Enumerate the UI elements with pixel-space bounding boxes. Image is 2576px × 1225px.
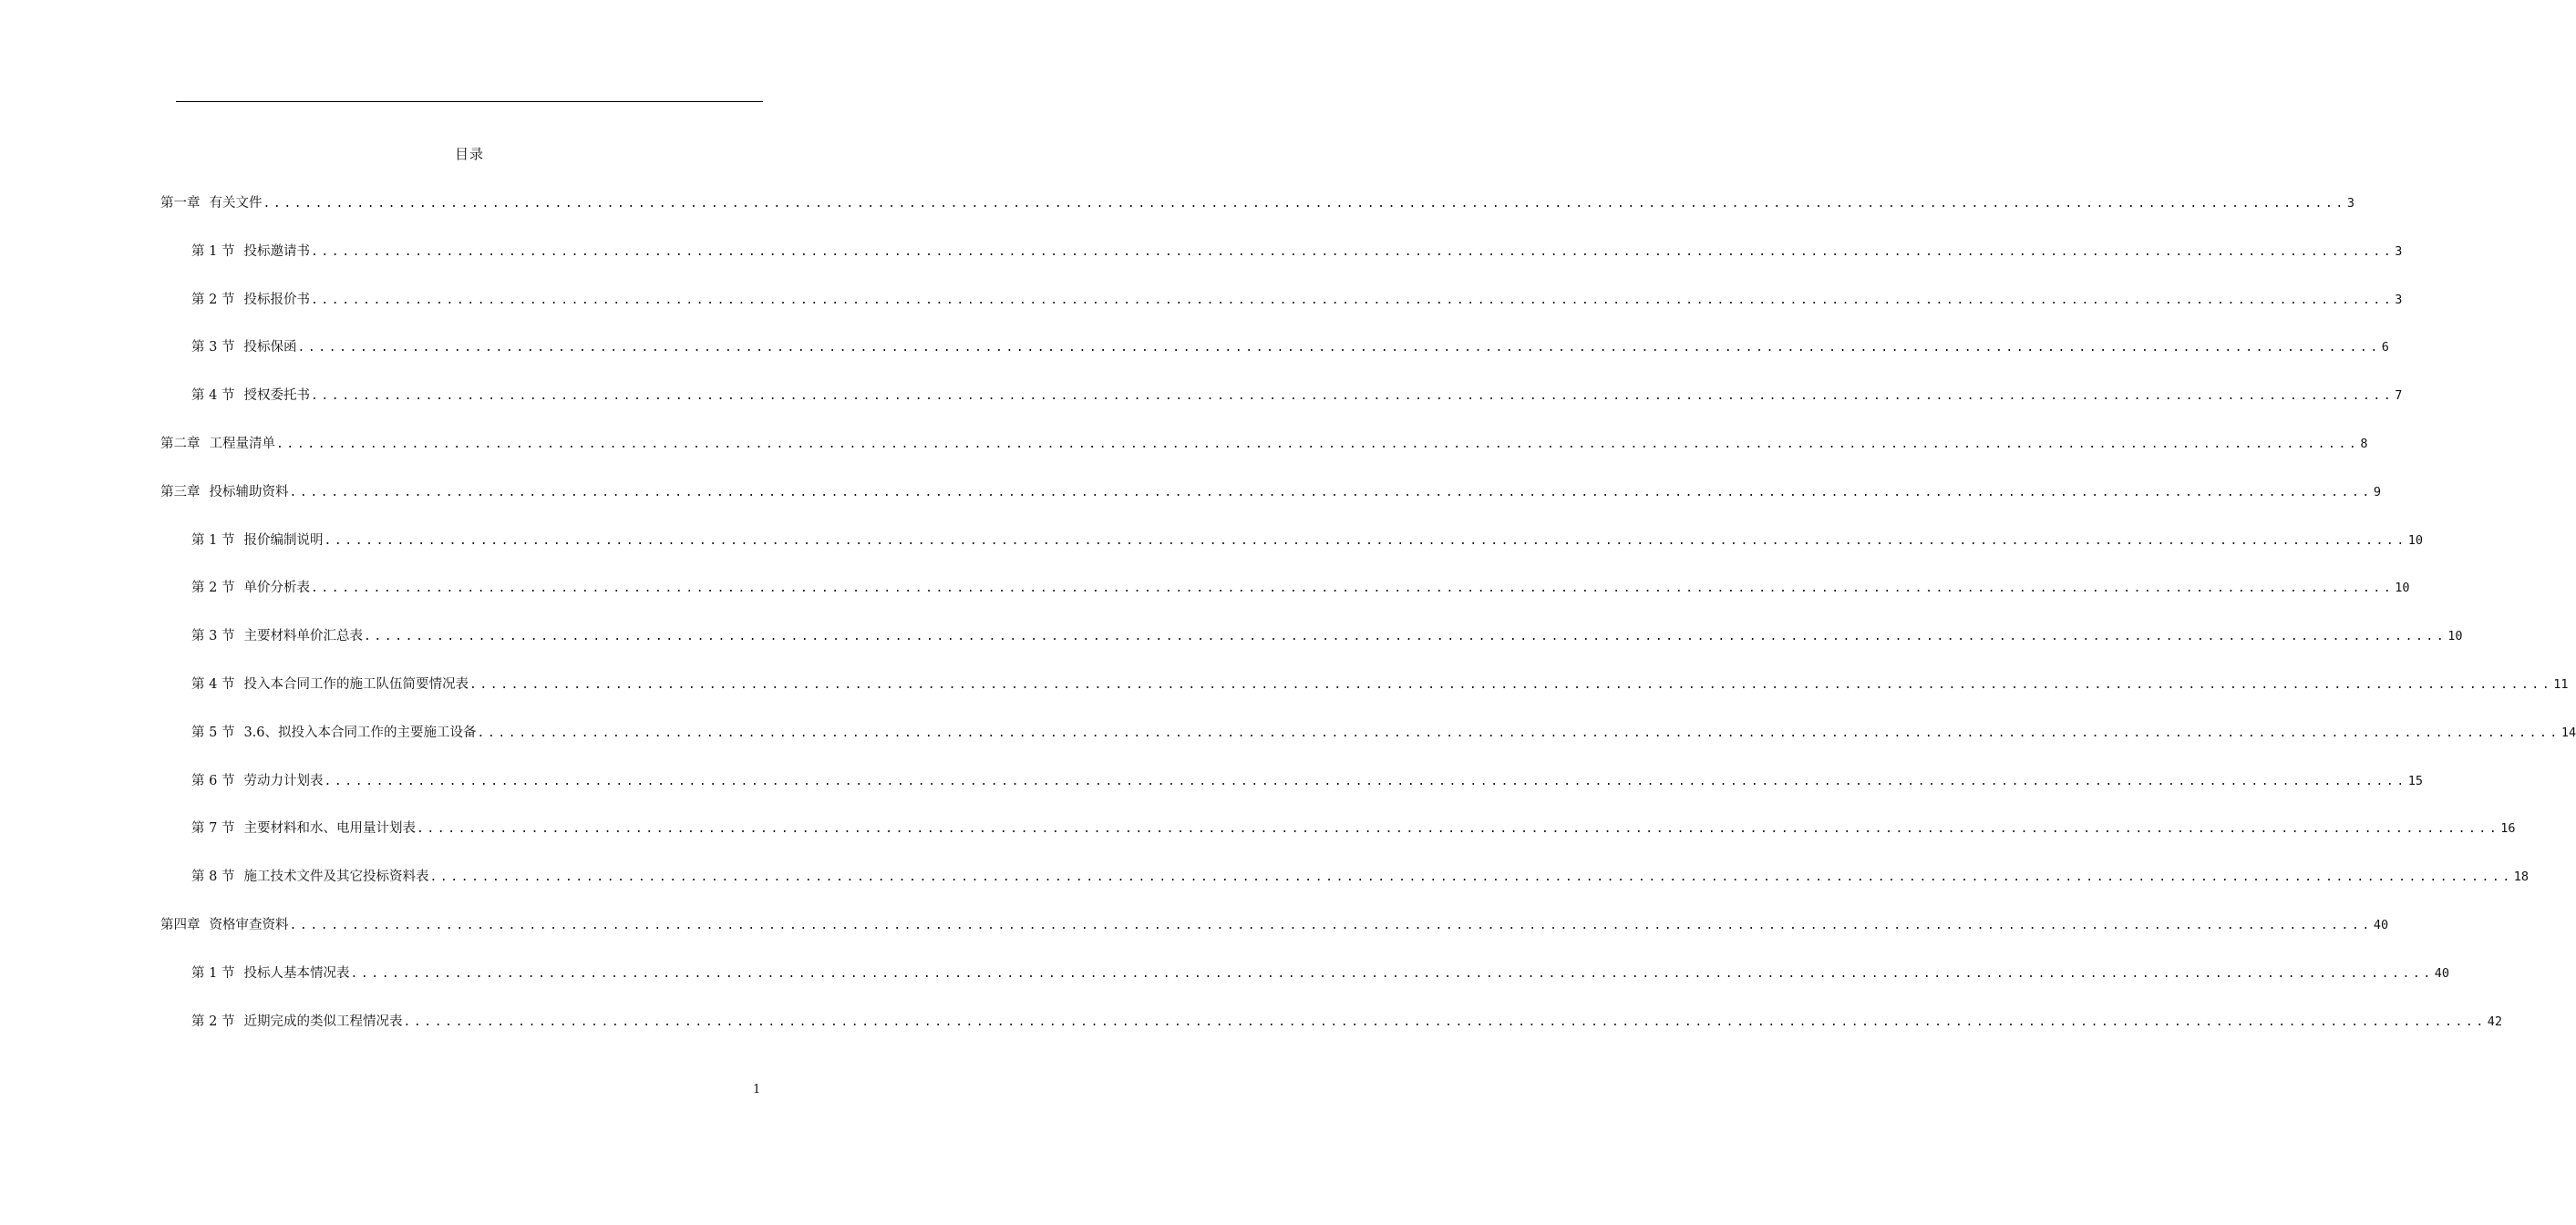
toc-dot-leader: ........................................................................................................................................................................................................ xyxy=(310,389,2395,403)
toc-section-entry[interactable] xyxy=(191,531,2424,551)
toc-entry-page: 42 xyxy=(2487,1014,2503,1029)
toc-entry-prefix: 第 1 节 xyxy=(191,244,235,259)
toc-entry-text: 工程量清单 xyxy=(209,437,275,451)
toc-entry-prefix: 第一章 xyxy=(160,196,201,211)
toc-entry-label xyxy=(191,242,310,261)
toc-entry-text: 施工技术文件及其它投标资料表 xyxy=(243,870,429,884)
toc-entry-label xyxy=(191,819,416,838)
toc-entry-prefix: 第 1 节 xyxy=(191,966,235,981)
toc-dot-leader: ........................................................................................................................................................................................................ xyxy=(310,293,2395,307)
toc-entry-page: 3 xyxy=(2395,293,2403,307)
toc-entry-text: 有关文件 xyxy=(209,196,263,211)
toc-chapter-entry[interactable] xyxy=(160,483,2381,502)
toc-entry-page: 16 xyxy=(2500,821,2516,836)
header-rule xyxy=(176,101,763,102)
toc-dot-leader: ........................................................................................................................................................................................................ xyxy=(263,197,2346,211)
toc-entry-label xyxy=(160,435,275,453)
toc-entry-page: 8 xyxy=(2360,437,2368,451)
toc-entry-label xyxy=(191,1013,402,1031)
toc-entry-page: 7 xyxy=(2395,388,2403,403)
toc-entry-page: 40 xyxy=(2434,966,2450,981)
toc-dot-leader: ........................................................................................................................................................................................................ xyxy=(469,678,2553,692)
toc-entry-text: 劳动力计划表 xyxy=(243,774,324,788)
toc-dot-leader: ........................................................................................................................................................................................................ xyxy=(276,438,2360,451)
toc-section-entry[interactable] xyxy=(191,386,2403,406)
toc-entry-label xyxy=(160,483,289,501)
toc-entry-prefix: 第 1 节 xyxy=(191,533,235,548)
toc-entry-prefix: 第四章 xyxy=(160,918,201,932)
toc-entry-text: 单价分析表 xyxy=(243,581,310,595)
toc-entry-page: 10 xyxy=(2447,629,2463,643)
toc-entry-text: 报价编制说明 xyxy=(243,533,324,548)
toc-dot-leader: ........................................................................................................................................................................................................ xyxy=(429,870,2513,884)
toc-dot-leader: ........................................................................................................................................................................................................ xyxy=(363,630,2447,643)
toc-entry-label xyxy=(191,386,310,405)
toc-dot-leader: ........................................................................................................................................................................................................ xyxy=(477,726,2561,740)
toc-section-entry[interactable] xyxy=(191,819,2516,839)
toc-entry-prefix: 第 3 节 xyxy=(191,629,235,643)
toc-entry-text: 主要材料和水、电用量计划表 xyxy=(243,821,416,836)
toc-section-entry[interactable] xyxy=(191,868,2530,887)
toc-entry-text: 投标报价书 xyxy=(243,293,310,307)
toc-entry-text: 3.6、拟投入本合同工作的主要施工设备 xyxy=(243,726,477,740)
toc-dot-leader: ........................................................................................................................................................................................................ xyxy=(289,486,2373,499)
toc-entry-text: 近期完成的类似工程情况表 xyxy=(243,1014,403,1029)
toc-dot-leader: ........................................................................................................................................................................................................ xyxy=(403,1015,2487,1029)
toc-entry-label xyxy=(191,291,310,309)
toc-entry-text: 主要材料单价汇总表 xyxy=(243,629,363,643)
toc-entry-label xyxy=(191,675,469,694)
toc-section-entry[interactable] xyxy=(191,291,2403,310)
toc-entry-page: 3 xyxy=(2395,244,2403,259)
toc-title: 目录 xyxy=(454,146,484,162)
toc-dot-leader: ........................................................................................................................................................................................................ xyxy=(297,341,2381,355)
toc-dot-leader: ........................................................................................................................................................................................................ xyxy=(310,245,2395,259)
toc-entry-page: 10 xyxy=(2407,533,2424,548)
toc-entry-text: 资格审查资料 xyxy=(209,918,289,932)
toc-section-entry[interactable] xyxy=(191,964,2450,983)
toc-section-entry[interactable] xyxy=(191,579,2410,598)
toc-dot-leader: ........................................................................................................................................................................................................ xyxy=(416,822,2500,836)
toc-entry-label xyxy=(191,964,349,983)
toc-chapter-entry[interactable] xyxy=(160,194,2354,213)
toc-dot-leader: ........................................................................................................................................................................................................ xyxy=(324,775,2407,788)
toc-entry-prefix: 第 6 节 xyxy=(191,774,235,788)
toc-entry-prefix: 第 8 节 xyxy=(191,870,235,884)
toc-entry-text: 投标人基本情况表 xyxy=(243,966,350,981)
toc-entry-label xyxy=(191,724,477,742)
toc-section-entry[interactable] xyxy=(191,675,2569,695)
toc-entry-page: 6 xyxy=(2381,340,2389,355)
toc-section-entry[interactable] xyxy=(191,1013,2503,1032)
toc-chapter-entry[interactable] xyxy=(160,435,2368,454)
page-number: 1 xyxy=(753,1083,761,1096)
toc-entry-prefix: 第 5 节 xyxy=(191,726,235,740)
toc-chapter-entry[interactable] xyxy=(160,916,2389,935)
toc-section-entry[interactable] xyxy=(191,338,2389,357)
toc-dot-leader: ........................................................................................................................................................................................................ xyxy=(324,534,2407,548)
toc-entry-text: 投标辅助资料 xyxy=(209,485,289,499)
toc-entry-page: 9 xyxy=(2373,485,2381,499)
toc-entry-label xyxy=(191,868,428,886)
toc-entry-prefix: 第 2 节 xyxy=(191,581,235,595)
toc-entry-prefix: 第 2 节 xyxy=(191,293,235,307)
toc-entry-prefix: 第二章 xyxy=(160,437,201,451)
toc-entry-prefix: 第三章 xyxy=(160,485,201,499)
toc-dot-leader: ........................................................................................................................................................................................................ xyxy=(289,919,2373,932)
toc-entry-page: 14 xyxy=(2561,726,2576,740)
toc-section-entry[interactable] xyxy=(191,724,2576,743)
toc-entry-page: 10 xyxy=(2395,581,2410,595)
toc-entry-page: 3 xyxy=(2346,196,2354,211)
toc-entry-prefix: 第 3 节 xyxy=(191,340,235,355)
toc-entry-label xyxy=(191,531,323,550)
toc-entry-prefix: 第 4 节 xyxy=(191,677,235,692)
toc-entry-label xyxy=(191,627,363,645)
toc-entry-text: 授权委托书 xyxy=(243,388,310,403)
toc-entry-label xyxy=(160,916,289,934)
toc-entry-text: 投入本合同工作的施工队伍简要情况表 xyxy=(243,677,469,692)
toc-dot-leader: ........................................................................................................................................................................................................ xyxy=(310,582,2395,595)
toc-entry-prefix: 第 2 节 xyxy=(191,1014,235,1029)
toc-entry-prefix: 第 4 节 xyxy=(191,388,235,403)
toc-section-entry[interactable] xyxy=(191,627,2463,646)
toc-entry-prefix: 第 7 节 xyxy=(191,821,235,836)
toc-dot-leader: ........................................................................................................................................................................................................ xyxy=(350,967,2434,981)
toc-section-entry[interactable] xyxy=(191,772,2424,791)
toc-entry-label xyxy=(191,772,323,790)
toc-section-entry[interactable] xyxy=(191,242,2403,262)
toc-entry-page: 15 xyxy=(2407,774,2424,788)
toc-entry-page: 18 xyxy=(2513,870,2530,884)
toc-entry-label xyxy=(160,194,263,212)
toc-entry-page: 11 xyxy=(2553,677,2569,692)
toc-entry-label xyxy=(191,338,296,356)
toc-entry-page: 40 xyxy=(2373,918,2389,932)
toc-entry-label xyxy=(191,579,310,597)
toc-entry-text: 投标保函 xyxy=(243,340,297,355)
toc-entry-text: 投标邀请书 xyxy=(243,244,310,259)
